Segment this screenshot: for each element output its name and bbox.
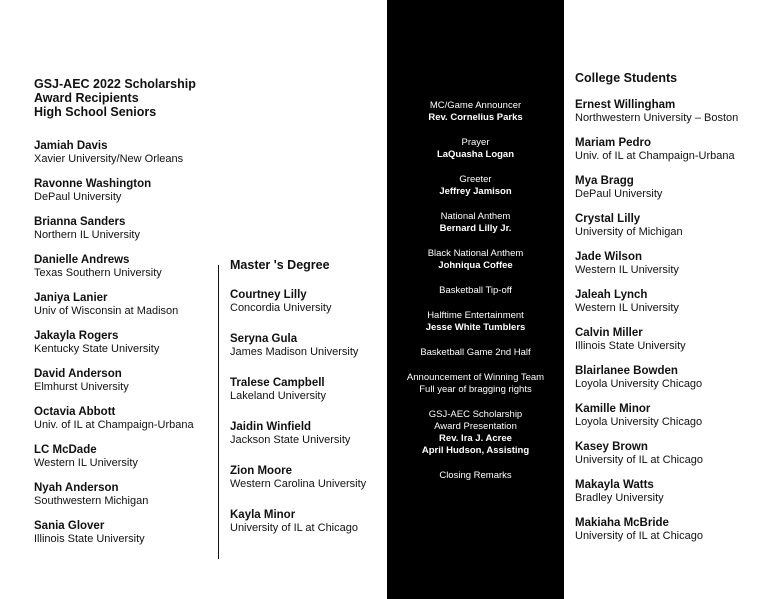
recipient-name: Courtney Lilly <box>230 289 307 301</box>
recipient-entry <box>230 332 380 376</box>
program-item-label: Basketball Game 2nd Half <box>420 347 531 358</box>
recipient-name: Sania Glover <box>34 520 105 532</box>
recipient-entry <box>575 288 765 326</box>
program-item-label: Halftime Entertainment <box>427 310 524 321</box>
recipient-name: Makiaha McBride <box>575 517 669 529</box>
recipient-school: Univ. of IL at Champaign-Urbana <box>34 419 194 431</box>
program-item-person: Bernard Lilly Jr. <box>439 223 512 234</box>
recipient-entry <box>34 329 219 367</box>
recipient-school: Xavier University/New Orleans <box>34 153 184 165</box>
program-item-label: MC/Game Announcer <box>429 100 522 111</box>
program-item-person: LaQuasha Logan <box>436 149 515 160</box>
masters-section <box>230 258 380 552</box>
recipient-entry <box>230 288 380 332</box>
recipient-name: Jamiah Davis <box>34 140 108 152</box>
program-list <box>387 100 564 495</box>
program-item-label: Announcement of Winning Team <box>406 372 545 383</box>
recipient-entry <box>575 136 765 174</box>
recipient-school: University of Michigan <box>575 226 683 238</box>
program-item <box>387 211 564 235</box>
recipient-entry <box>575 478 765 516</box>
recipient-entry <box>34 443 219 481</box>
recipient-school: Western IL University <box>575 264 679 276</box>
recipient-entry <box>575 98 765 136</box>
recipient-school: Jackson State University <box>230 434 351 446</box>
program-item-label: Prayer <box>461 137 490 148</box>
recipient-school: Northwestern University – Boston <box>575 112 739 124</box>
recipient-school: Lakeland University <box>230 390 326 402</box>
recipient-entry <box>34 519 219 557</box>
recipient-name: Ernest Willingham <box>575 99 676 111</box>
recipient-school: Northern IL University <box>34 229 140 241</box>
college-section <box>575 71 765 554</box>
recipient-school: Bradley University <box>575 492 664 504</box>
recipient-entry <box>230 508 380 552</box>
program-item <box>387 310 564 334</box>
recipient-school: Loyola University Chicago <box>575 378 703 390</box>
program-item-label: GSJ-AEC Scholarship <box>428 409 523 420</box>
program-item-label: Basketball Tip-off <box>439 285 512 296</box>
masters-list <box>230 288 380 552</box>
recipient-name: Makayla Watts <box>575 479 654 491</box>
recipient-school: Univ of Wisconsin at Madison <box>34 305 179 317</box>
program-item-person: Johniqua Coffee <box>438 260 513 271</box>
recipient-school: University of IL at Chicago <box>575 454 703 466</box>
recipient-school: James Madison University <box>230 346 359 358</box>
program-item <box>387 137 564 161</box>
recipient-entry <box>575 250 765 288</box>
recipient-name: Blairlanee Bowden <box>575 365 678 377</box>
recipient-school: Western IL University <box>34 457 138 469</box>
recipient-name: Kasey Brown <box>575 441 648 453</box>
recipient-entry <box>34 139 219 177</box>
page-title: GSJ-AEC 2022 Scholarship Award Recipients <box>34 77 196 105</box>
recipient-name: Ravonne Washington <box>34 178 152 190</box>
program-item <box>387 174 564 198</box>
program-item-person: Jesse White Tumblers <box>425 322 526 333</box>
recipient-name: Danielle Andrews <box>34 254 130 266</box>
program-item-person: Jeffrey Jamison <box>439 186 512 197</box>
program-item <box>387 248 564 272</box>
recipient-school: DePaul University <box>575 188 663 200</box>
recipient-name: Octavia Abbott <box>34 406 116 418</box>
high-school-section <box>34 77 219 557</box>
recipient-school: Illinois State University <box>34 533 145 545</box>
program-item-person: April Hudson, Assisting <box>421 445 530 456</box>
recipient-school: Concordia University <box>230 302 332 314</box>
recipient-name: Jakayla Rogers <box>34 330 119 342</box>
recipient-school: Western IL University <box>575 302 679 314</box>
recipient-name: David Anderson <box>34 368 122 380</box>
recipient-entry <box>230 376 380 420</box>
program-item-label: Black National Anthem <box>427 248 524 259</box>
recipient-school: Western Carolina University <box>230 478 367 490</box>
program-item-label: National Anthem <box>440 211 511 222</box>
recipient-school: Texas Southern University <box>34 267 162 279</box>
recipient-entry <box>575 174 765 212</box>
program-item <box>387 285 564 297</box>
recipient-school: Southwestern Michigan <box>34 495 149 507</box>
recipient-name: LC McDade <box>34 444 97 456</box>
recipient-entry <box>575 402 765 440</box>
recipient-name: Mya Bragg <box>575 175 634 187</box>
recipient-school: University of IL at Chicago <box>575 530 703 542</box>
program-item-label: Closing Remarks <box>439 470 512 481</box>
program-item-person: Rev. Cornelius Parks <box>428 112 523 123</box>
program-item <box>387 470 564 482</box>
recipient-entry <box>34 177 219 215</box>
recipient-entry <box>575 516 765 554</box>
recipient-school: Loyola University Chicago <box>575 416 703 428</box>
recipient-name: Crystal Lilly <box>575 213 641 225</box>
recipient-school: DePaul University <box>34 191 122 203</box>
program-item <box>387 347 564 359</box>
program-item <box>387 100 564 124</box>
recipient-entry <box>575 212 765 250</box>
program-item-label: Full year of bragging rights <box>419 384 532 395</box>
recipient-name: Brianna Sanders <box>34 216 126 228</box>
recipient-name: Zion Moore <box>230 465 292 477</box>
college-list <box>575 98 765 554</box>
high-school-list <box>34 139 219 557</box>
recipient-name: Jaidin Winfield <box>230 421 312 433</box>
college-heading: College Students <box>575 71 678 85</box>
recipient-entry <box>34 253 219 291</box>
recipient-entry <box>575 440 765 478</box>
recipient-name: Calvin Miller <box>575 327 643 339</box>
program-item-label: Greeter <box>459 174 492 185</box>
recipient-entry <box>34 215 219 253</box>
recipient-name: Seryna Gula <box>230 333 298 345</box>
recipient-name: Nyah Anderson <box>34 482 119 494</box>
recipient-name: Janiya Lanier <box>34 292 108 304</box>
recipient-name: Tralese Campbell <box>230 377 325 389</box>
recipient-name: Kayla Minor <box>230 509 296 521</box>
recipient-entry <box>34 367 219 405</box>
recipient-entry <box>34 405 219 443</box>
program-item-person: Rev. Ira J. Acree <box>439 433 512 444</box>
recipient-name: Mariam Pedro <box>575 137 652 149</box>
recipient-name: Kamille Minor <box>575 403 651 415</box>
masters-heading: Master 's Degree <box>230 258 330 272</box>
recipient-name: Jaleah Lynch <box>575 289 648 301</box>
recipient-entry <box>575 326 765 364</box>
program-item <box>387 409 564 457</box>
program-item <box>387 372 564 396</box>
recipient-entry <box>230 464 380 508</box>
recipient-school: Elmhurst University <box>34 381 129 393</box>
high-school-heading: High School Seniors <box>34 105 157 119</box>
recipient-school: University of IL at Chicago <box>230 522 358 534</box>
program-item-label: Award Presentation <box>434 421 517 432</box>
recipient-entry <box>230 420 380 464</box>
recipient-school: Illinois State University <box>575 340 686 352</box>
recipient-school: Univ. of IL at Champaign-Urbana <box>575 150 735 162</box>
recipient-name: Jade Wilson <box>575 251 642 263</box>
recipient-entry <box>575 364 765 402</box>
recipient-school: Kentucky State University <box>34 343 160 355</box>
column-divider <box>218 265 219 559</box>
recipient-entry <box>34 291 219 329</box>
program-panel <box>387 0 564 599</box>
recipient-entry <box>34 481 219 519</box>
